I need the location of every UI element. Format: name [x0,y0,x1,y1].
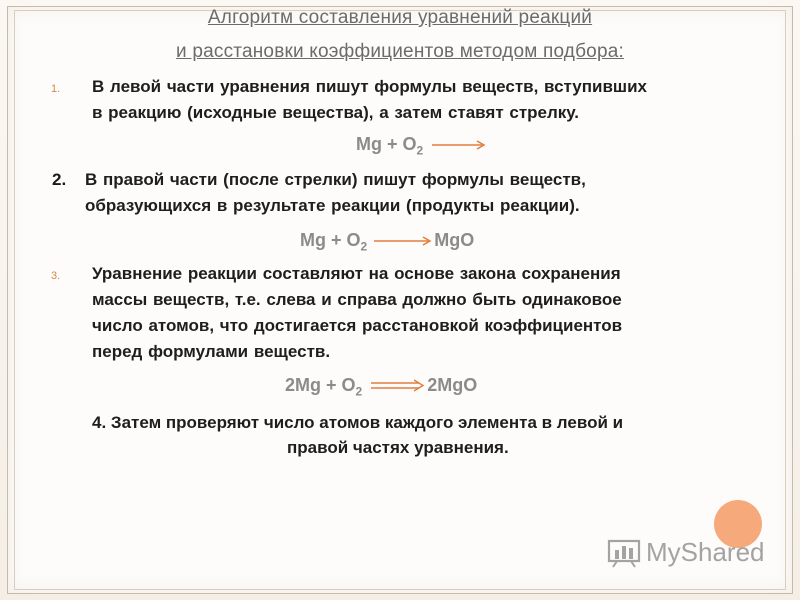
step-3-line-3: число атомов, что достигается расстановкой коэффициентов [92,316,623,335]
step-2-line-2: образующихся в результате реакции (продукты реакции). [85,196,580,215]
title-line-1: Алгоритм составления уравнений реакций [207,7,593,28]
equation-1 [356,134,488,158]
myshared-logo-icon [607,538,643,568]
equation-1-subscript: 2 [416,143,424,158]
title-line-2: и расстановки коэффициентов методом подбора: [176,41,624,62]
equation-2-left: Mg + O [300,230,361,250]
step-1-line-1: В левой части уравнения пишут формулы веществ, вступивших [92,77,647,96]
equation-3-subscript: 2 [355,384,363,399]
equation-3-right: 2MgO [427,375,478,395]
step-4-line-2: правой частях уравнения. [287,438,509,457]
step-1-number: 1. [51,83,61,95]
step-3-text [92,261,752,365]
myshared-watermark: MyShared [646,537,765,567]
reaction-arrow-1 [428,139,488,151]
step-2-line-1: В правой части (после стрелки) пишут формулы веществ, [85,170,586,189]
step-4-number: 4. [92,413,107,432]
step-3-line-1: Уравнение реакции составляют на основе закона сохранения [92,264,621,283]
reaction-arrow-3 [367,379,427,393]
step-3-line-4: перед формулами веществ. [92,342,331,361]
equation-1-left: Mg + O [356,134,417,154]
step-1-text [92,74,752,126]
equation-3 [285,375,477,399]
step-1-line-2: в реакцию (исходные вещества), а затем ставят стрелку. [92,103,579,122]
step-4-text [92,410,732,460]
equation-2-subscript: 2 [360,239,368,254]
equation-2-right: MgO [434,230,475,250]
step-4-line-1: Затем проверяют число атомов каждого элемента в левой и [110,413,624,432]
step-3-number: 3. [51,270,61,282]
reaction-arrow-2 [372,235,434,247]
equation-3-left: 2Mg + O [285,375,356,395]
step-2-number: 2. [52,170,67,189]
step-2-text [85,167,752,219]
equation-2 [300,230,474,254]
step-3-line-2: массы веществ, т.е. слева и справа должно быть одинаковое [92,290,622,309]
